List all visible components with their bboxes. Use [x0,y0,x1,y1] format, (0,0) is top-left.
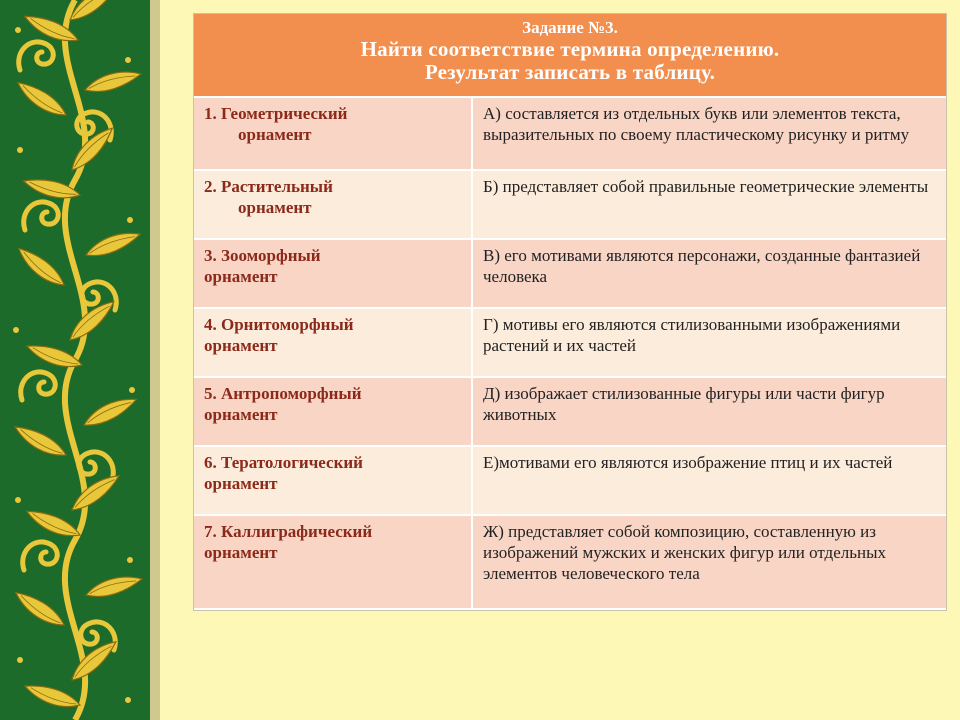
definition-cell: Е)мотивами его являются изображение птиц и их частей [472,446,946,515]
term-cell [194,308,472,377]
table-row [194,446,946,515]
definition-cell: В) его мотивами являются персонажи, созданные фантазией человека [472,239,946,308]
floral-ornament-icon [0,0,160,720]
term-cell [194,377,472,446]
table-row [194,515,946,609]
term-label: 4. Орнитоморфный [204,315,354,334]
term-cell [194,239,472,308]
table-header [194,14,946,98]
term-cell [194,446,472,515]
term-label: 7. Каллиграфический [204,522,373,541]
table-row [194,170,946,239]
term-cell [194,98,472,170]
task-number: Задание №3. [522,18,618,37]
terms-table [194,98,946,610]
term-label-suffix: орнамент [204,405,278,424]
matching-table [193,13,947,611]
term-label-suffix: орнамент [204,267,278,286]
definition-cell: Д) изображает стилизованные фигуры или части фигур животных [472,377,946,446]
term-label: 6. Тератологический [204,453,363,472]
term-label-suffix: орнамент [204,474,278,493]
term-label: 2. Растительный [204,177,333,196]
term-cell [194,170,472,239]
term-label-suffix: орнамент [204,543,278,562]
term-label: 3. Зооморфный [204,246,321,265]
task-instruction-line2: Результат записать в таблицу. [424,60,716,84]
table-row [194,377,946,446]
definition-cell: Б) представляет собой правильные геометрические элементы [472,170,946,239]
table-row [194,98,946,170]
table-row [194,239,946,308]
term-cell [194,515,472,609]
term-label-suffix: орнамент [204,336,278,355]
definition-cell: Г) мотивы его являются стилизованными изображениями растений и их частей [472,308,946,377]
definition-cell: А) составляется из отдельных букв или элементов текста, выразительных по своему пластическому рисунку и ритму [472,98,946,170]
definition-cell: Ж) представляет собой композицию, составленную из изображений мужских и женских фигур или отдельных элементов человеческого тела [472,515,946,609]
term-label-suffix: орнамент [238,198,312,217]
term-label-suffix: орнамент [238,125,312,144]
table-row [194,308,946,377]
term-label: 5. Антропоморфный [204,384,362,403]
term-label: 1. Геометрический [204,104,348,123]
task-instruction-line1: Найти соответствие термина определению. [360,37,780,61]
